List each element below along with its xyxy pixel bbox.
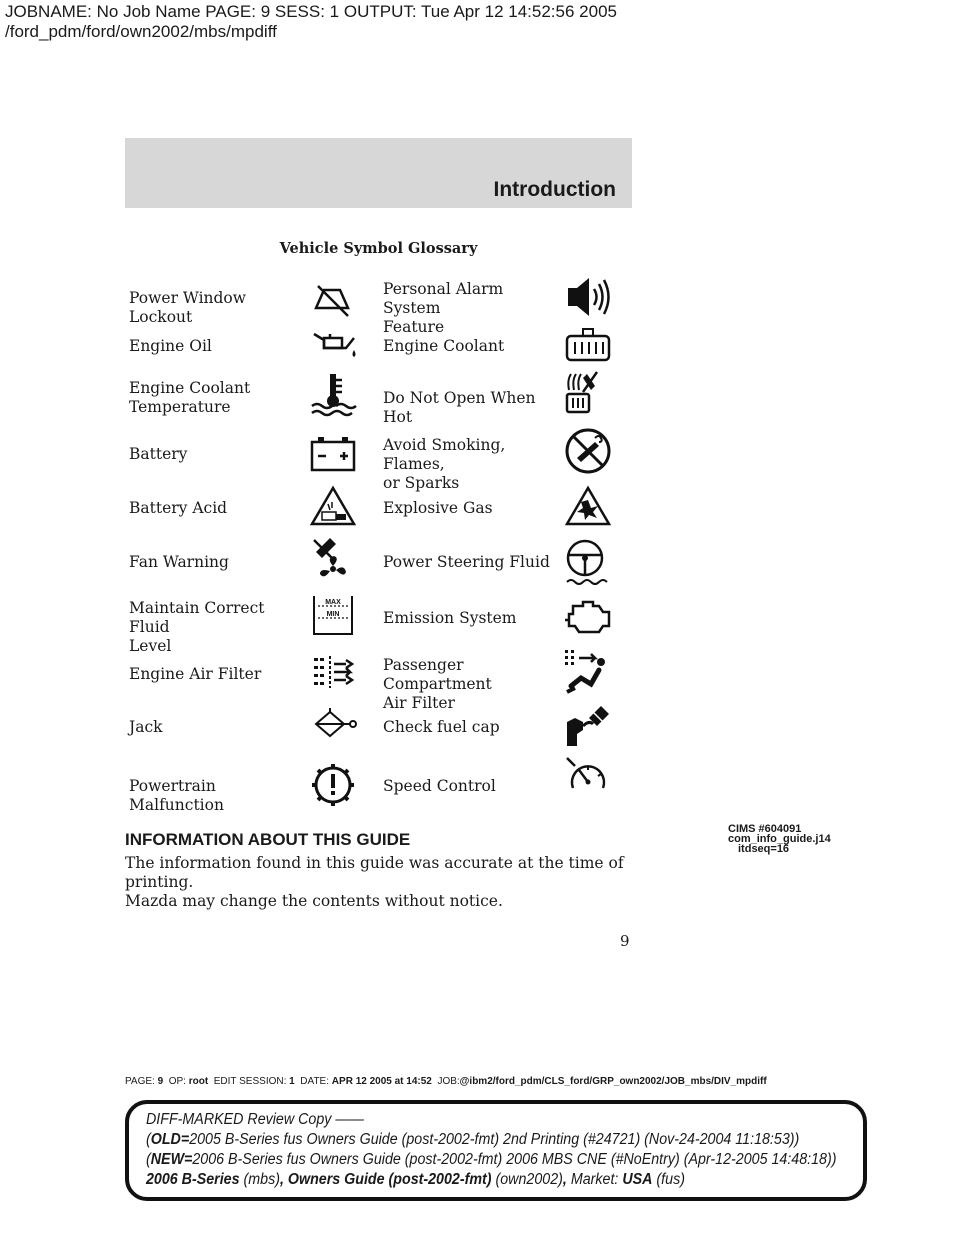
glossary-label: Engine Coolant — [383, 337, 505, 355]
diff-review-text — [146, 1110, 897, 1190]
glossary-label: Engine Coolant Temperature — [129, 379, 251, 416]
job-header — [5, 2, 617, 42]
guide-body — [125, 854, 645, 911]
coolant-temperature-icon — [310, 372, 356, 418]
glossary-label: Check fuel cap — [383, 718, 500, 736]
diff-meta-line: 2006 B-Series (mbs), Owners Guide (post-2002-fmt) (own2002), Market: USA (fus) — [146, 1171, 685, 1188]
cims-line-3: itdseq=16 — [738, 843, 790, 855]
glossary-label: Explosive Gas — [383, 499, 493, 517]
section-title: Introduction — [493, 178, 616, 201]
glossary-label: Engine Oil — [129, 337, 212, 355]
glossary-label: Do Not Open When Hot — [383, 389, 536, 426]
glossary-label: Emission System — [383, 609, 517, 627]
job-header-line-2: /ford_pdm/ford/own2002/mbs/mpdiff — [5, 22, 277, 41]
battery-acid-icon — [310, 484, 356, 530]
air-filter-icon — [310, 652, 356, 698]
cims-tag — [728, 824, 831, 854]
guide-body-line-2: Mazda may change the contents without notice. — [125, 892, 503, 910]
glossary-label: Battery Acid — [129, 499, 228, 517]
min-label: MIN — [326, 611, 340, 618]
coolant-reservoir-icon — [565, 324, 611, 370]
oil-can-icon — [310, 324, 356, 370]
do-not-open-hot-icon — [565, 370, 611, 416]
cabin-air-filter-icon — [565, 648, 611, 694]
max-label: MAX — [325, 599, 341, 606]
jack-icon — [310, 702, 356, 748]
glossary-label: Engine Air Filter — [129, 665, 262, 683]
page-number: 9 — [620, 932, 630, 950]
job-footer: PAGE: 9 OP: root EDIT SESSION: 1 DATE: APR 12 2005 at 14:52 JOB:@ibm2/ford_pdm/CLS_ford/GRP_own2002/JOB_mbs/DIV_mpdiff — [125, 1076, 767, 1087]
fan-warning-icon — [310, 536, 356, 582]
guide-body-line-1: The information found in this guide was accurate at the time of printing. — [125, 854, 624, 891]
diff-old-line: (OLD=2005 B-Series fus Owners Guide (post-2002-fmt) 2nd Printing (#24721) (Nov-24-2004 11:18:53)) — [146, 1131, 800, 1148]
battery-icon — [310, 432, 356, 478]
section-header-band — [125, 138, 632, 208]
diff-title: DIFF-MARKED Review Copy —— — [146, 1111, 364, 1128]
no-smoking-icon — [565, 428, 611, 474]
power-window-lockout-icon — [310, 278, 356, 324]
glossary-title: Vehicle Symbol Glossary — [279, 240, 478, 257]
glossary-label: Passenger Compartment Air Filter — [383, 656, 492, 712]
guide-heading: INFORMATION ABOUT THIS GUIDE — [125, 830, 411, 849]
power-steering-icon — [565, 538, 611, 584]
engine-emission-icon — [565, 594, 611, 640]
glossary-label: Battery — [129, 445, 188, 463]
speed-control-icon — [565, 756, 611, 802]
fuel-cap-icon — [565, 702, 611, 748]
cims-line-1: CIMS #604091 — [728, 823, 802, 835]
cims-line-2: com_info_guide.j14 — [728, 833, 831, 845]
explosive-gas-icon — [565, 484, 611, 530]
powertrain-malfunction-icon — [310, 762, 356, 808]
glossary-label: Avoid Smoking, Flames, or Sparks — [383, 436, 506, 492]
glossary-label: Maintain Correct Fluid Level — [129, 599, 265, 655]
glossary-label: Fan Warning — [129, 553, 229, 571]
fluid-level-icon — [310, 594, 356, 640]
glossary-label: Speed Control — [383, 777, 496, 795]
glossary-label: Powertrain Malfunction — [129, 777, 224, 814]
glossary-label: Power Steering Fluid — [383, 553, 550, 571]
glossary-label: Personal Alarm System Feature — [383, 280, 504, 336]
glossary-label: Jack — [129, 718, 163, 736]
speaker-alarm-icon — [565, 274, 611, 320]
diff-new-line: (NEW=2006 B-Series fus Owners Guide (post-2002-fmt) 2006 MBS CNE (#NoEntry) (Apr-12-2005 14:48:18)) — [146, 1151, 837, 1168]
job-header-line-1: JOBNAME: No Job Name PAGE: 9 SESS: 1 OUTPUT: Tue Apr 12 14:52:56 2005 — [5, 2, 617, 21]
glossary-label: Power Window Lockout — [129, 289, 247, 326]
